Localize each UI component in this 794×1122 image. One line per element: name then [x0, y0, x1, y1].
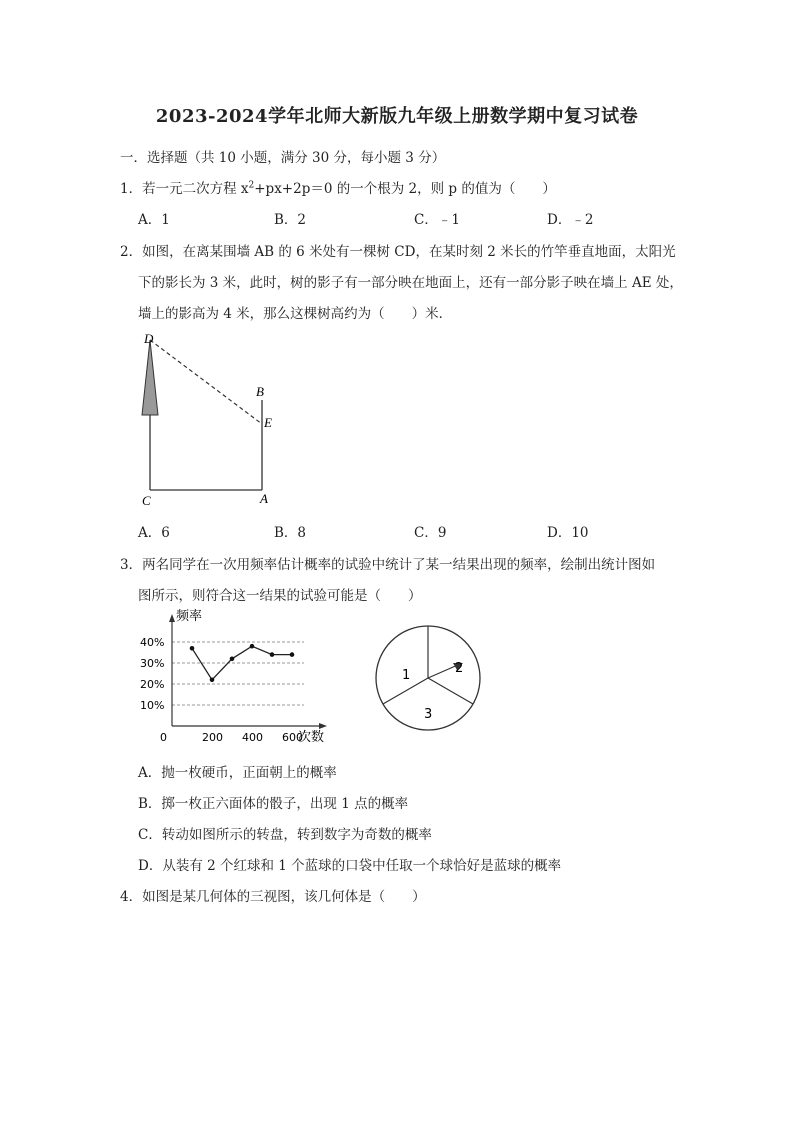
q2-option-a: A．6 [138, 525, 170, 541]
sun-ray-dashed [150, 340, 262, 424]
label-b: B [256, 384, 264, 399]
q3-option-c: C．转动如图所示的转盘，转到数字为奇数的概率 [138, 827, 432, 843]
q2-option-b: B．8 [274, 525, 307, 541]
q2-line-3: 墙上的影高为 4 米，那么这棵树高约为（ ）米． [138, 306, 453, 322]
x-tick-label: 0 [160, 731, 167, 744]
q1-option-a: A．1 [138, 212, 170, 228]
q3-option-b: B．掷一枚正六面体的骰子，出现 1 点的概率 [138, 796, 409, 812]
spinner-label-3: 3 [424, 707, 433, 722]
data-point [230, 657, 235, 662]
data-point [190, 646, 195, 651]
q1-text-part-1: 1．若一元二次方程 x [120, 181, 249, 197]
x-axis-arrow [319, 723, 327, 729]
label-d: D [144, 331, 154, 346]
data-point [290, 652, 295, 657]
question-1-text [120, 177, 556, 197]
x-tick-label: 400 [242, 731, 263, 744]
data-point [250, 644, 255, 649]
q3-line-1: 3．两名同学在一次用频率估计概率的试验中统计了某一结果出现的频率，绘制出统计图如 [120, 557, 656, 573]
q1-option-b: B．2 [274, 212, 307, 228]
page-title: 2023-2024学年北师大新版九年级上册数学期中复习试卷 [155, 106, 639, 127]
section-heading: 一．选择题（共 10 小题，满分 30 分，每小题 3 分） [120, 150, 446, 166]
x-axis-title: 次数 [298, 730, 325, 745]
label-e: E [264, 415, 272, 430]
q4-text: 4．如图是某几何体的三视图，该几何体是（ ） [120, 889, 426, 905]
x-tick-label: 200 [202, 731, 223, 744]
q3-option-a: A．抛一枚硬币，正面朝上的概率 [138, 765, 337, 781]
q2-figure [130, 330, 280, 510]
label-c: C [142, 493, 151, 508]
q1-text-part-2: +px+2p＝0 的一个根为 2，则 p 的值为（ ） [254, 181, 556, 197]
q2-option-c: C．9 [414, 525, 447, 541]
tree-crown [142, 340, 158, 415]
x-tick-label: 600 [282, 731, 303, 744]
y-tick-label: 10% [140, 699, 165, 712]
q2-line-2: 下的影长为 3 米，此时，树的影子有一部分映在地面上，还有一部分影子映在墙上 AE 处， [138, 275, 683, 291]
data-point [210, 678, 215, 683]
spinner-divider-right [428, 678, 473, 704]
spinner-label-1: 1 [402, 668, 411, 683]
q1-option-c: C．﹣1 [414, 212, 460, 228]
label-a: A [260, 491, 268, 506]
q3-option-d: D．从装有 2 个红球和 1 个蓝球的口袋中任取一个球恰好是蓝球的概率 [138, 858, 562, 874]
data-point [270, 652, 275, 657]
y-axis-arrow [169, 614, 175, 622]
y-tick-label: 30% [140, 657, 165, 670]
spinner-label-2: 2 [455, 661, 464, 676]
y-tick-label: 20% [140, 678, 165, 691]
y-axis-title: 频率 [176, 609, 203, 624]
q2-option-d: D．10 [547, 525, 589, 541]
frequency-line-chart [132, 608, 332, 748]
q1-option-d: D．﹣2 [547, 212, 594, 228]
spinner-wheel [368, 608, 488, 740]
q1-exponent: 2 [248, 180, 255, 191]
q2-line-1: 2．如图，在离某围墙 AB 的 6 米处有一棵树 CD，在某时刻 2 米长的竹竿垂直地面，太阳光 [120, 244, 676, 260]
q3-line-2: 图所示，则符合这一结果的试验可能是（ ） [138, 588, 422, 604]
y-tick-label: 40% [140, 636, 165, 649]
